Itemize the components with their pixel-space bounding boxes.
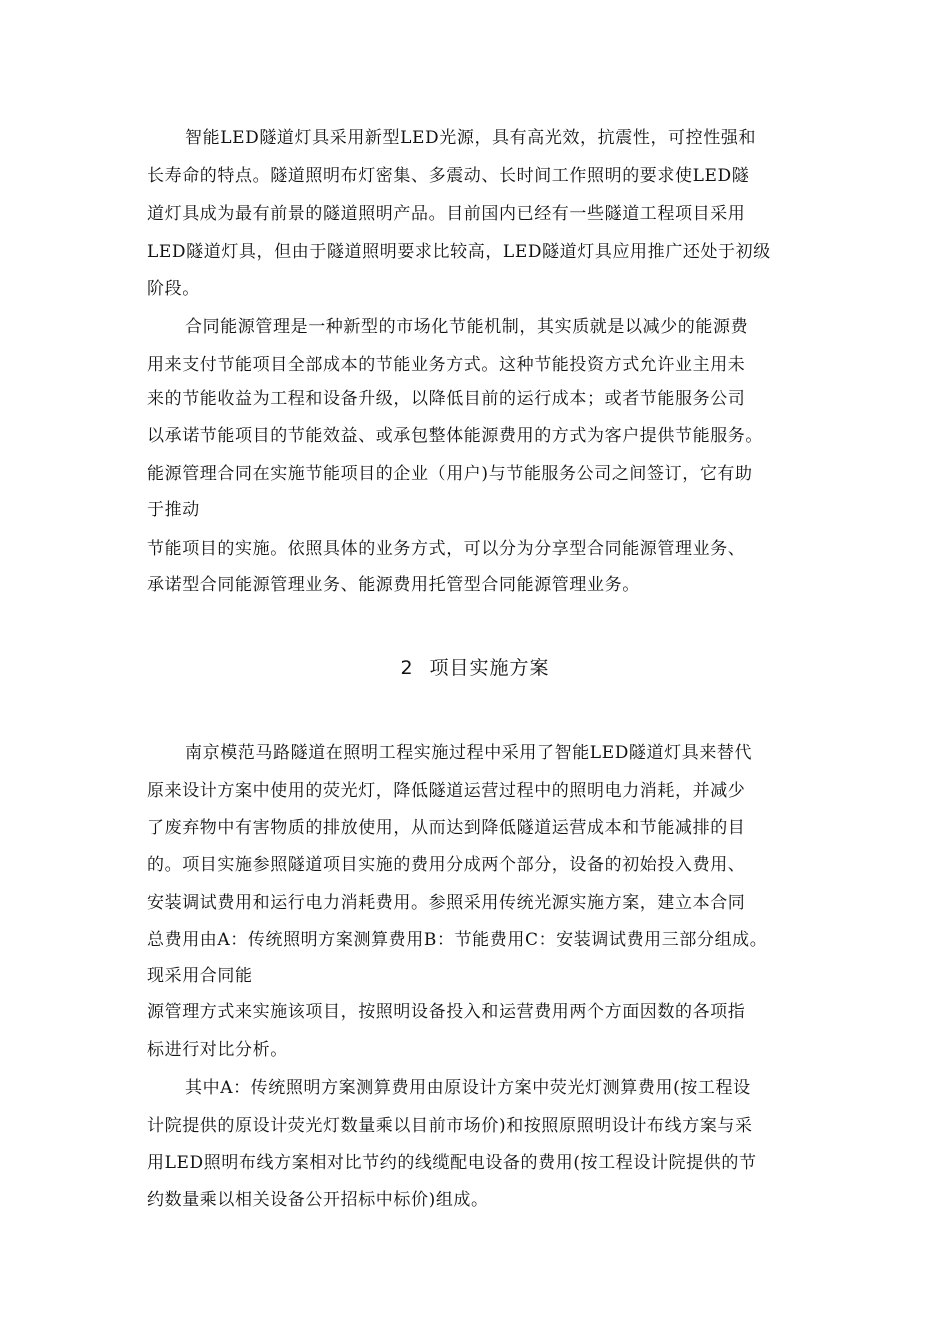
intro-p2-line-2: 用来支付节能项目全部成本的节能业务方式。这种节能投资方式允许业主用未 — [147, 355, 746, 375]
intro-p2-line-5: 能源管理合同在实施节能项目的企业（用户)与节能服务公司之间签订，它有助 — [147, 464, 753, 484]
intro-p2-line-8: 承诺型合同能源管理业务、能源费用托管型合同能源管理业务。 — [147, 575, 640, 595]
intro-p2-line-3: 来的节能收益为工程和设备升级，以降低目前的运行成本；或者节能服务公司 — [147, 389, 746, 409]
intro-p2-line-4: 以承诺节能项目的节能效益、或承包整体能源费用的方式为客户提供节能服务。 — [147, 426, 763, 446]
intro-p1-line-1: 智能LED隧道灯具采用新型LED光源，具有高光效，抗震性，可控性强和 — [185, 128, 757, 148]
section-p2-line-3: 用LED照明布线方案相对比节约的线缆配电设备的费用(按工程设计院提供的节 — [147, 1153, 757, 1173]
section-p1-line-5: 安装调试费用和运行电力消耗费用。参照采用传统光源实施方案，建立本合同 — [147, 893, 746, 913]
section-number: 2 — [400, 657, 414, 679]
section-p1-line-6: 总费用由A：传统照明方案测算费用B：节能费用C：安装调试费用三部分组成。 — [147, 930, 768, 950]
section-p1-line-2: 原来设计方案中使用的荧光灯，降低隧道运营过程中的照明电力消耗，并减少 — [147, 781, 746, 801]
section-p1-line-4: 的。项目实施参照隧道项目实施的费用分成两个部分，设备的初始投入费用、 — [147, 855, 746, 875]
intro-p2-line-1: 合同能源管理是一种新型的市场化节能机制，其实质就是以减少的能源费 — [185, 317, 749, 337]
intro-p1-line-2: 长寿命的特点。隧道照明布灯密集、多震动、长时间工作照明的要求使LED隧 — [147, 166, 750, 186]
section-p2-line-2: 计院提供的原设计荧光灯数量乘以目前市场价)和按照原照明设计布线方案与采 — [147, 1116, 753, 1136]
intro-p1-line-4: LED隧道灯具，但由于隧道照明要求比较高，LED隧道灯具应用推广还处于初级 — [147, 242, 771, 262]
section-p2-line-1: 其中A：传统照明方案测算费用由原设计方案中荧光灯测算费用(按工程设 — [185, 1078, 751, 1098]
section-p1-line-1: 南京模范马路隧道在照明工程实施过程中采用了智能LED隧道灯具来替代 — [185, 743, 753, 763]
section-p1-line-3: 了废弃物中有害物质的排放使用，从而达到降低隧道运营成本和节能减排的目 — [147, 818, 746, 838]
section-heading — [0, 655, 950, 681]
intro-p2-line-6: 于推动 — [147, 500, 200, 520]
section-p2-line-4: 约数量乘以相关设备公开招标中标价)组成。 — [147, 1190, 489, 1210]
intro-p2-line-7: 节能项目的实施。依照具体的业务方式，可以分为分享型合同能源管理业务、 — [147, 539, 746, 559]
section-p1-line-8: 源管理方式来实施该项目，按照明设备投入和运营费用两个方面因数的各项指 — [147, 1002, 746, 1022]
section-p1-line-7: 现采用合同能 — [147, 966, 253, 986]
section-title: 项目实施方案 — [429, 657, 550, 679]
section-p1-line-9: 标进行对比分析。 — [147, 1040, 288, 1060]
intro-p1-line-3: 道灯具成为最有前景的隧道照明产品。目前国内已经有一些隧道工程项目采用 — [147, 204, 746, 224]
intro-p1-line-5: 阶段。 — [147, 279, 200, 299]
